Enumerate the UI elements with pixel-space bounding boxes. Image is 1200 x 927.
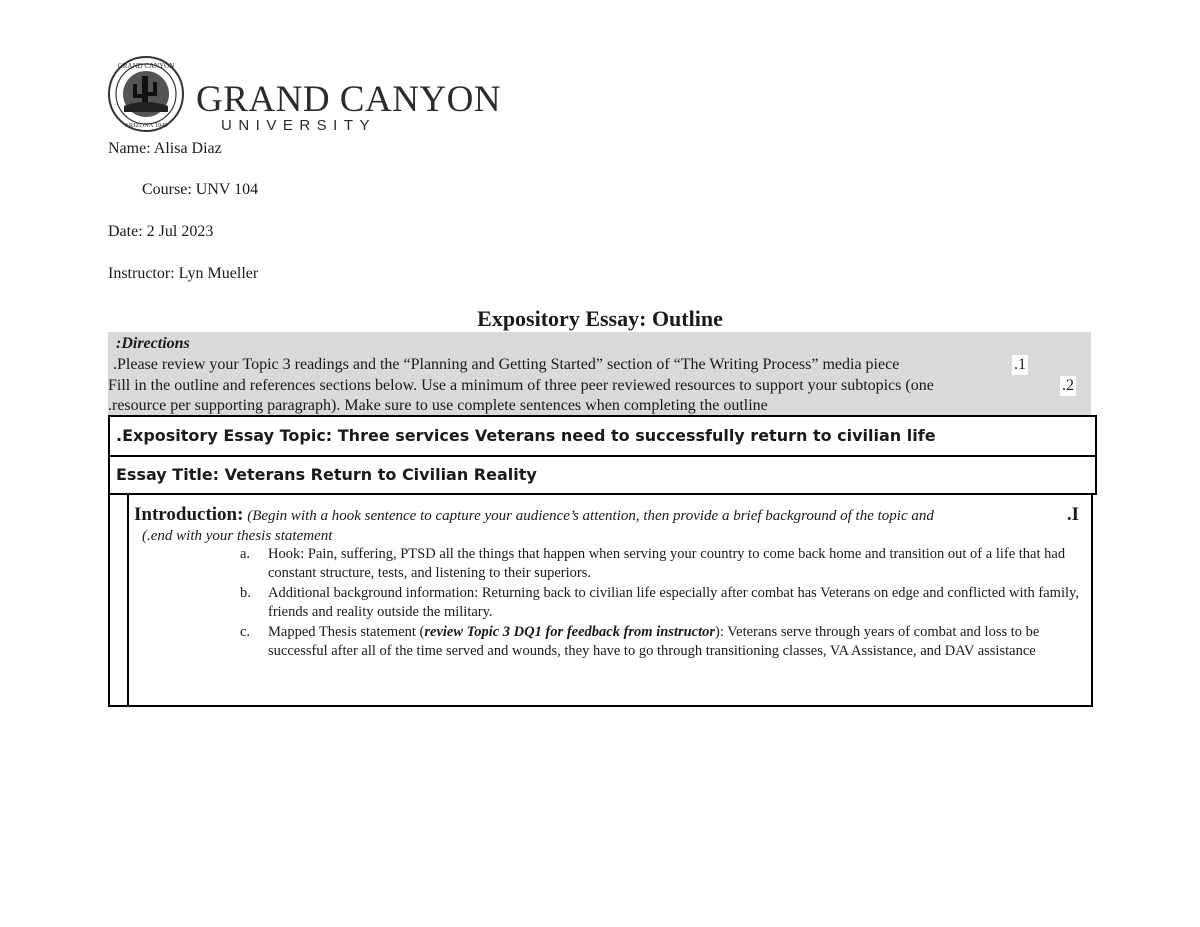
- list-item-text: Hook: Pain, suffering, PTSD all the things that happen when serving your country to come back home and transition out of a life that had constant structure, tests, and listening to their superiors.: [268, 546, 1066, 581]
- submission-date: Date: 2 Jul 2023: [108, 223, 214, 240]
- list-item-text: Additional background information: Returning back to civilian life especially after combat has Veterans on edge and conflicted with family, friends and reality outside the military.: [268, 585, 1079, 620]
- introduction-label: Introduction:: [134, 504, 244, 525]
- student-name: Name: Alisa Diaz: [108, 140, 222, 157]
- directions-step-2: Fill in the outline and references sections below. Use a minimum of three peer reviewed resources to support your subtopics (one: [108, 377, 934, 394]
- directions-block: [108, 332, 1091, 416]
- thesis-statement: ): Veterans serve through years of combat and loss to be successful after all of the time served and wounds, they have to go through transitioning classes, VA Assistance, and DAV assistance: [268, 624, 1040, 659]
- directions-label: :Directions: [116, 335, 190, 352]
- university-logo: [108, 54, 502, 138]
- essay-topic: .Expository Essay Topic: Three services Veterans need to successfully return to civilian life: [108, 415, 1097, 457]
- list-marker: c.: [240, 624, 251, 640]
- introduction-roman-numeral: .I: [1066, 504, 1079, 525]
- list-item-text: [268, 623, 1080, 661]
- svg-text:ARIZONA 1949: ARIZONA 1949: [124, 122, 168, 129]
- thesis-prefix: Mapped Thesis statement (: [268, 624, 425, 640]
- introduction-hint-continued: (.end with your thesis statement: [142, 528, 333, 544]
- introduction-heading: [134, 505, 1054, 526]
- thesis-instruction: review Topic 3 DQ1 for feedback from instructor: [424, 624, 716, 640]
- introduction-section: [108, 495, 1093, 707]
- list-item-background: [240, 584, 1080, 622]
- introduction-hint: (Begin with a hook sentence to capture your audience’s attention, then provide a brief background of the topic and: [247, 508, 934, 524]
- logo-wordmark-top: GRAND CANYON: [196, 79, 502, 120]
- instructor-name: Instructor: Lyn Mueller: [108, 265, 259, 282]
- directions-step-1-number: .1: [1014, 356, 1026, 373]
- directions-step-2-number: .2: [1062, 377, 1074, 394]
- list-marker: b.: [240, 585, 251, 601]
- svg-text:GRAND CANYON: GRAND CANYON: [117, 62, 175, 70]
- essay-title: Essay Title: Veterans Return to Civilian Reality: [108, 455, 1097, 495]
- list-marker: a.: [240, 546, 251, 562]
- course-name: Course: UNV 104: [142, 181, 259, 198]
- directions-step-2-continued: .resource per supporting paragraph). Make sure to use complete sentences when completing the outline: [108, 397, 768, 414]
- logo-wordmark-bottom: UNIVERSITY: [221, 117, 377, 134]
- list-item-thesis: [240, 623, 1080, 661]
- list-item-hook: [240, 545, 1080, 583]
- section-rule: [127, 495, 129, 705]
- page-title: Expository Essay: Outline: [477, 306, 723, 331]
- directions-step-1: .Please review your Topic 3 readings and the “Planning and Getting Started” section of “The Writing Process” media piece: [113, 356, 900, 373]
